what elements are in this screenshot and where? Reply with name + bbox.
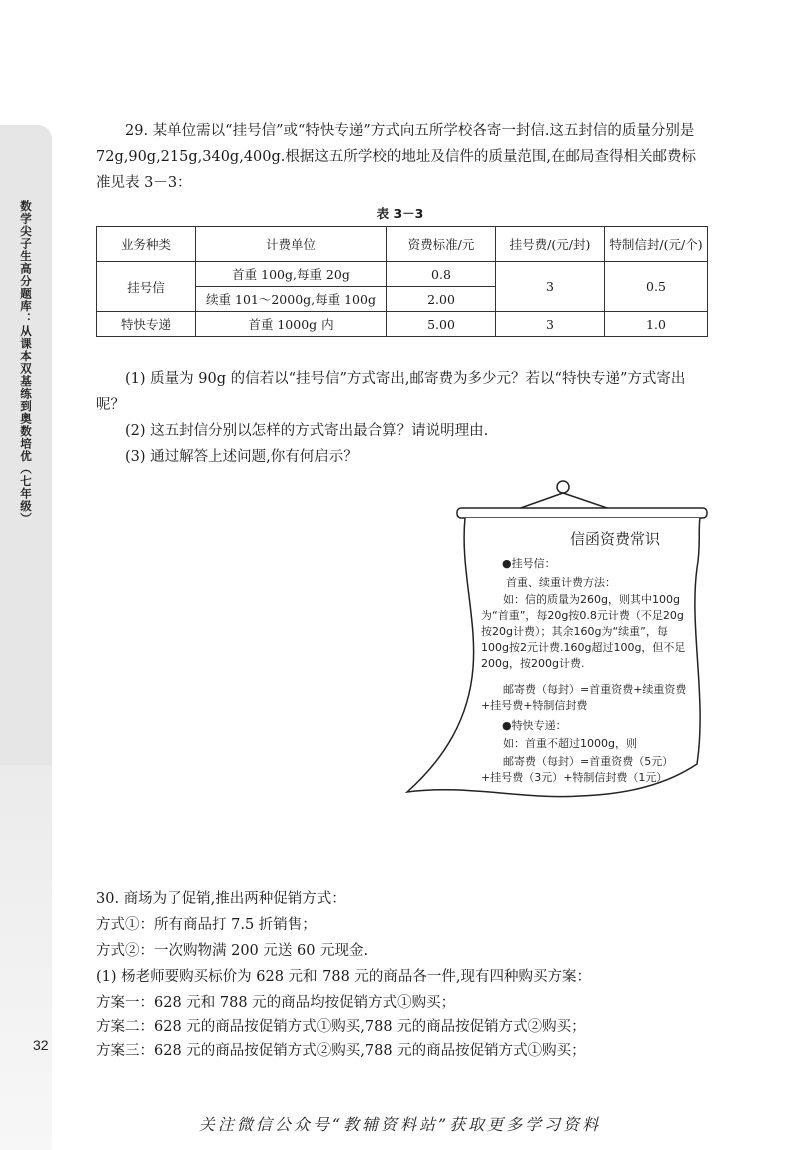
cell-express-unit: 首重 1000g 内	[196, 312, 387, 337]
scroll-note-formula-express: 邮寄费（每封）=首重资费（5元）+挂号费（3元）+特制信封费（1元）	[481, 755, 674, 784]
table-header-row	[97, 227, 708, 262]
cell-express-type: 特快专递	[97, 312, 196, 337]
cell-express-envelope: 1.0	[605, 312, 708, 337]
book-series-title: 数学尖子生高分题库：从课本双基练到奥数培优（七年级）	[19, 200, 33, 525]
scroll-note-formula-registered: 邮寄费（每封）=首重资费+续重资费+挂号费+特制信封费	[481, 683, 687, 712]
problem-30-question-1: (1) 杨老师要购买标价为 628 元和 788 元的商品各一件,现有四种购买方案：	[96, 969, 592, 985]
cell-express-rate: 5.00	[387, 312, 496, 337]
header-rate: 资费标准/元	[387, 227, 496, 262]
header-billing-unit: 计费单位	[196, 227, 387, 262]
plan-1: 方案一：628 元和 788 元的商品均按促销方式①购买；	[96, 995, 456, 1011]
header-service-type: 业务种类	[97, 227, 196, 262]
page-number: 32	[33, 1037, 49, 1053]
header-envelope-fee: 特制信封/(元/个)	[605, 227, 708, 262]
scroll-note-example: 如：信的质量为260g，则其中100g为“首重”，每20g按0.8元计费（不足20g按20g计费）；其余160g为“续重”，每100g按2元计费.160g超过100g，但不足200g，按200g计费.	[481, 593, 686, 670]
cell-registered-rate1: 0.8	[387, 262, 496, 287]
problem-29-question-2: (2) 这五封信分别以怎样的方式寄出最合算？请说明理由.	[125, 423, 489, 439]
problem-29-question-1: (1) 质量为 90g 的信若以“挂号信”方式寄出,邮寄费为多少元？若以“特快专递”方式寄出呢？	[96, 371, 686, 413]
scroll-bullet-registered: ●挂号信：	[502, 557, 556, 570]
header-registration-fee: 挂号费/(元/封)	[496, 227, 605, 262]
scroll-bullet-express: ●特快专递：	[502, 719, 567, 732]
cell-registered-unit2: 续重 101～2000g,每重 100g	[196, 287, 387, 312]
table-caption: 表 3－3	[376, 206, 424, 221]
problem-29-intro: 29. 某单位需以“挂号信”或“特快专递”方式向五所学校各寄一封信.这五封信的质量分别是 72g,90g,215g,340g,400g.根据这五所学校的地址及信件的质量范围,在邮局查得相关邮费标准见表 3－3：	[96, 123, 696, 191]
plan-3: 方案三：628 元的商品按促销方式②购买,788 元的商品按促销方式①购买；	[96, 1043, 586, 1059]
scroll-note-express-example: 如：首重不超过1000g，则	[503, 737, 637, 750]
table-row	[97, 262, 708, 287]
problem-29-question-3: (3) 通过解答上述问题,你有何启示？	[125, 449, 358, 465]
cell-registered-rate2: 2.00	[387, 287, 496, 312]
scroll-note-method: 首重、续重计费方法：	[506, 576, 616, 589]
table-row	[97, 312, 708, 337]
cell-express-fee: 3	[496, 312, 605, 337]
promotion-way-1: 方式①：所有商品打 7.5 折销售；	[96, 917, 317, 933]
promotion-way-2: 方式②：一次购物满 200 元送 60 元现金.	[96, 943, 369, 959]
scroll-title: 信函资费常识	[569, 530, 660, 548]
cell-registered-type: 挂号信	[97, 262, 196, 312]
plan-2: 方案二：628 元的商品按促销方式①购买,788 元的商品按促销方式②购买；	[96, 1019, 586, 1035]
hanging-scroll	[405, 478, 715, 818]
cell-registered-fee: 3	[496, 262, 605, 312]
cell-registered-unit1: 首重 100g,每重 20g	[196, 262, 387, 287]
postage-table	[96, 226, 708, 337]
cell-registered-envelope: 0.5	[605, 262, 708, 312]
side-tab-lower	[0, 765, 52, 1150]
footer-watermark: 关注微信公众号“教辅资料站”获取更多学习资料	[198, 1115, 602, 1134]
problem-30-intro: 30. 商场为了促销,推出两种促销方式：	[96, 891, 346, 907]
